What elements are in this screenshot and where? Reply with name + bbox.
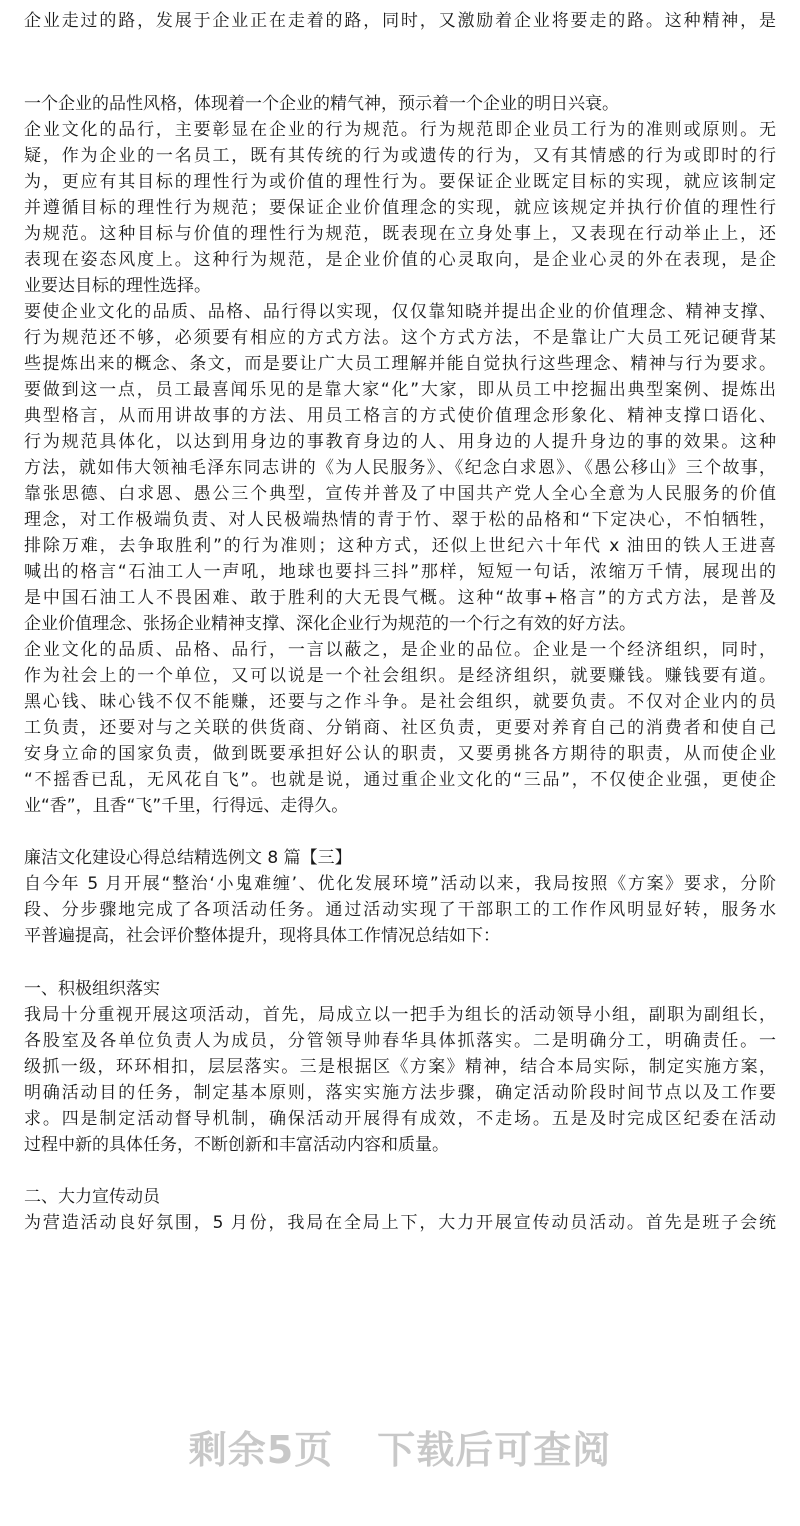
text-line: 表现在姿态风度上。这种行为规范，是企业价值的心灵取向，是企业心灵的外在表现，是企 xyxy=(24,250,776,270)
text-line: 级抓一级，环环相扣，层层落实。三是根据区《方案》精神，结合本局实际，制定实施方案， xyxy=(24,1057,776,1077)
text-line: 明确活动目的任务，制定基本原则，落实实施方法步骤，确定活动阶段时间节点以及工作要 xyxy=(24,1083,776,1103)
text-line: 行为规范具体化，以达到用身边的事教育身边的人、用身边的人提升身边的事的效果。这种 xyxy=(24,432,776,452)
download-prompt[interactable] xyxy=(0,1420,800,1480)
text-line: “不摇香已乱，无风花自飞”。也就是说，通过重企业文化的“三品”，不仅使企业强，更使企 xyxy=(24,770,776,790)
text-line: 疑，作为企业的一名员工，既有其传统的行为或遗传的行为，又有其情感的行为或即时的行 xyxy=(24,146,776,166)
text-line: 并遵循目标的理性行为规范；要保证企业价值理念的实现，就应该规定并执行价值的理性行 xyxy=(24,198,776,218)
text-line: 自今年 5 月开展“整治‘小鬼难缠’、优化发展环境”活动以来，我局按照《方案》要求，分阶 xyxy=(24,874,776,894)
text-line: 业要达目标的理性选择。 xyxy=(24,276,211,296)
text-line: 求。四是制定活动督导机制，确保活动开展得有成效，不走场。五是及时完成区纪委在活动 xyxy=(24,1109,776,1129)
text-line: 要使企业文化的品质、品格、品行得以实现，仅仅靠知晓并提出企业的价值理念、精神支撑、 xyxy=(24,302,776,322)
text-line: 为规范。这种目标与价值的理性行为规范，既表现在立身处事上，又表现在行动举止上，还 xyxy=(24,224,776,244)
text-line: 各股室及各单位负责人为成员，分管领导帅春华具体抓落实。二是明确分工，明确责任。一 xyxy=(24,1031,776,1051)
text-line: 作为社会上的一个单位，又可以说是一个社会组织。是经济组织，就要赚钱。赚钱要有道。 xyxy=(24,666,776,686)
text-line: 喊出的格言“石油工人一声吼，地球也要抖三抖”那样，短短一句话，浓缩万千情，展现出的 xyxy=(24,562,776,582)
text-line: 企业文化的品行，主要彰显在企业的行为规范。行为规范即企业员工行为的准则或原则。无 xyxy=(24,120,776,140)
text-line: 企业价值理念、张扬企业精神支撑、深化企业行为规范的一个行之有效的好方法。 xyxy=(24,614,636,634)
download-label[interactable]: 下载后可查阅 xyxy=(377,1428,612,1472)
text-line: 方法，就如伟大领袖毛泽东同志讲的《为人民服务》、《纪念白求恩》、《愚公移山》三个故事， xyxy=(24,458,776,478)
text-line: 工负责，还要对与之关联的供货商、分销商、社区负责，更要对养育自己的消费者和使自己 xyxy=(24,718,776,738)
text-line: 企业文化的品质、品格、品行，一言以蔽之，是企业的品位。企业是一个经济组织，同时， xyxy=(24,640,776,660)
text-line: 行为规范还不够，必须要有相应的方式方法。这个方式方法，不是靠让广大员工死记硬背某 xyxy=(24,328,776,348)
section-heading: 一、积极组织落实 xyxy=(24,979,160,999)
text-line: 平普遍提高，社会评价整体提升，现将具体工作情况总结如下： xyxy=(24,926,500,946)
text-line: 靠张思德、白求恩、愚公三个典型，宣传并普及了中国共产党人全心全意为人民服务的价值 xyxy=(24,484,776,504)
text-line: 黑心钱、昧心钱不仅不能赚，还要与之作斗争。是社会组织，就要负责。不仅对企业内的员 xyxy=(24,692,776,712)
text-line: 是中国石油工人不畏困难、敢于胜利的大无畏气概。这种“故事+格言”的方式方法，是普及 xyxy=(24,588,776,608)
section-heading: 二、大力宣传动员 xyxy=(24,1187,160,1207)
text-line: 段、分步骤地完成了各项活动任务。通过活动实现了干部职工的工作作风明显好转，服务水 xyxy=(24,900,776,920)
text-line: 过程中新的具体任务，不断创新和丰富活动内容和质量。 xyxy=(24,1135,449,1155)
text-line: 企业走过的路，发展于企业正在走着的路，同时，又激励着企业将要走的路。这种精神，是 xyxy=(24,11,776,31)
text-line: 为营造活动良好氛围，5 月份，我局在全局上下，大力开展宣传动员活动。首先是班子会统 xyxy=(24,1213,776,1233)
text-line: 安身立命的国家负责，做到既要承担好公认的职责，又要勇挑各方期待的职责，从而使企业 xyxy=(24,744,776,764)
text-line: 为，更应有其目标的理性行为或价值的理性行为。要保证企业既定目标的实现，就应该制定 xyxy=(24,172,776,192)
text-line: 理念，对工作极端负责、对人民极端热情的青于竹、翠于松的品格和“下定决心，不怕牺牲， xyxy=(24,510,776,530)
section-title: 廉洁文化建设心得总结精选例文 8 篇【三】 xyxy=(24,848,352,868)
text-line: 典型格言，从而用讲故事的方法、用员工格言的方式使价值理念形象化、精神支撑口语化、 xyxy=(24,406,776,426)
text-line: 些提炼出来的概念、条文，而是要让广大员工理解并能自觉执行这些理念、精神与行为要求。 xyxy=(24,354,776,374)
text-line: 要做到这一点，员工最喜闻乐见的是靠大家“化”大家，即从员工中挖掘出典型案例、提炼出 xyxy=(24,380,776,400)
remaining-pages-label: 剩余5页 xyxy=(188,1428,334,1472)
text-line: 我局十分重视开展这项活动，首先，局成立以一把手为组长的活动领导小组，副职为副组长， xyxy=(24,1005,776,1025)
text-line: 业“香”，且香“飞”千里，行得远、走得久。 xyxy=(24,796,349,816)
text-line: 排除万难，去争取胜利”的行为准则；这种方式，还似上世纪六十年代 x 油田的铁人王进喜 xyxy=(24,536,776,556)
text-line: 一个企业的品性风格，体现着一个企业的精气神，预示着一个企业的明日兴衰。 xyxy=(24,94,619,114)
